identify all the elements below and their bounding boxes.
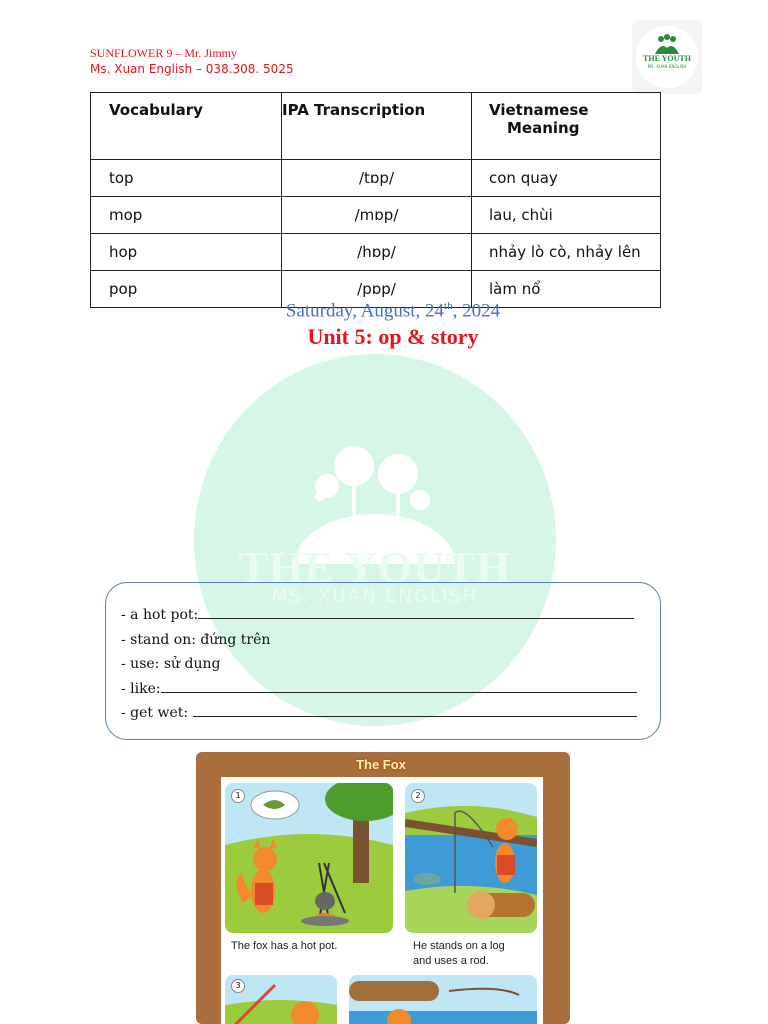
story-panel-4 (349, 975, 537, 1024)
cell-word: mop (91, 197, 282, 234)
logo-subtitle: MS. XUAN ENGLISH (647, 64, 687, 69)
caption-panel-2-line1: He stands on a log (413, 940, 505, 952)
header-vocabulary: Vocabulary (91, 93, 282, 160)
cell-ipa: /pɒp/ (282, 271, 472, 308)
fill-blank[interactable] (193, 704, 637, 717)
watermark-subtitle: MS. XUAN ENGLISH (271, 586, 479, 607)
story-title: The Fox (356, 757, 406, 772)
table-header-row (91, 93, 661, 160)
cell-word: top (91, 160, 282, 197)
lesson-date: Saturday, August, 24th, 2024 (285, 300, 501, 322)
list-item: - use: sử dụng (121, 656, 221, 672)
story-panel-2 (405, 783, 537, 933)
cell-meaning: lau, chùi (472, 197, 661, 234)
caption-panel-1: The fox has a hot pot. (231, 940, 338, 952)
panel-number: 2 (411, 789, 425, 803)
fill-blank[interactable] (161, 680, 637, 693)
cell-meaning: làm nổ (472, 271, 661, 308)
cell-ipa: /hɒp/ (282, 234, 472, 271)
header-vietnamese-meaning: Vietnamese Meaning (472, 93, 661, 160)
cell-meaning: nhảy lò cò, nhảy lên (472, 234, 661, 271)
fox-log-rod-illustration (405, 783, 537, 933)
panel-number: 1 (231, 789, 245, 803)
header-teacher-line: SUNFLOWER 9 – Mr. Jimmy (90, 46, 238, 60)
list-item: - get wet: (121, 701, 637, 726)
list-item: - like: (121, 677, 637, 702)
unit-title: Unit 5: op & story (307, 324, 479, 349)
school-logo (632, 20, 702, 94)
cell-meaning: con quay (472, 160, 661, 197)
table-row (91, 197, 661, 234)
phrase-box (105, 582, 661, 740)
header-ipa: IPA Transcription (282, 93, 472, 160)
table-row (91, 160, 661, 197)
panel-number: 3 (231, 979, 245, 993)
cell-ipa: /tɒp/ (282, 160, 472, 197)
fox-falls-illustration (349, 975, 537, 1024)
story-panel-3 (225, 975, 337, 1024)
fox-hot-pot-illustration (225, 783, 393, 933)
table-row (91, 234, 661, 271)
story-picture (196, 752, 570, 1024)
list-item: - a hot pot: (121, 603, 637, 628)
caption-panel-2-line2: and uses a rod. (413, 955, 489, 967)
cell-word: hop (91, 234, 282, 271)
vocabulary-table (90, 92, 661, 308)
people-icon (652, 34, 682, 56)
list-item: - stand on: đứng trên (121, 631, 271, 648)
header-contact-line: Ms. Xuan English – 038.308. 5025 (90, 62, 294, 76)
story-panel-1 (225, 783, 393, 933)
fill-blank[interactable] (198, 606, 634, 619)
story-page (221, 777, 543, 1024)
cell-word: pop (91, 271, 282, 308)
cell-ipa: /mɒp/ (282, 197, 472, 234)
logo-title: THE YOUTH (643, 54, 691, 63)
watermark-title: THE YOUTH (238, 543, 512, 592)
